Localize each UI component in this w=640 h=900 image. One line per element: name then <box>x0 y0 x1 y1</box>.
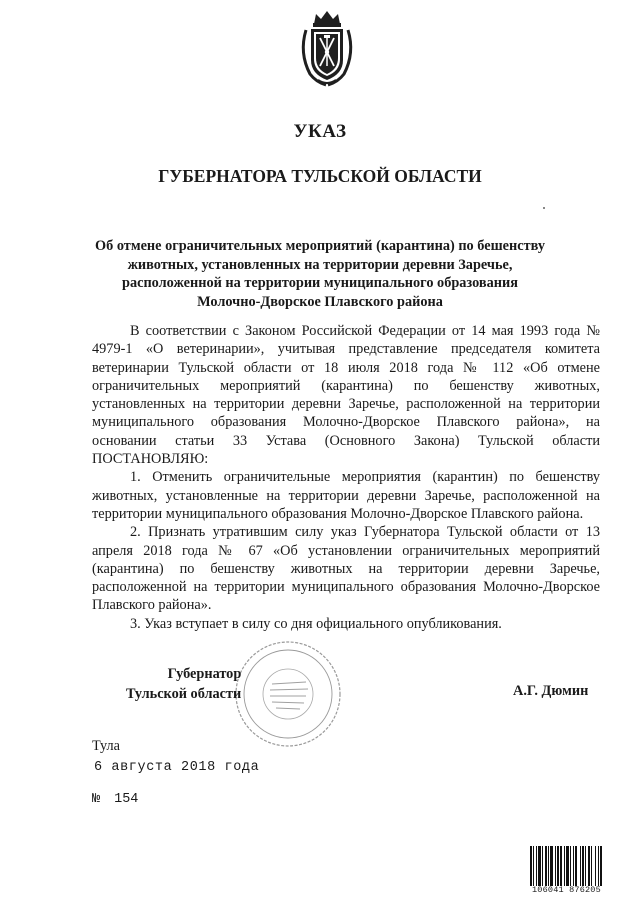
subject-line: Об отмене ограничительных мероприятий (карантина) по бешенству <box>95 238 545 254</box>
number-value: 154 <box>114 792 139 807</box>
issue-city: Тула <box>92 738 121 754</box>
preamble-paragraph: В соответствии с Законом Российской Федерации от 14 мая 1993 года № 4979-1 «О ветеринарии», учитывая представление председателя комитета ветеринарии Тульской области от 18 июля 2018 года № 112 «Об отмене ограничительных мероприятий (карантина) по бешенству животных, установленных на территории деревни Заречье, расположенной на территории муниципального образования Молочно-Дворское Плавского района», на основании статьи 33 Устава (Основного Закона) Тульской области ПОСТАНОВЛЯЮ: <box>92 323 600 468</box>
subject-line: животных, установленных на территории деревни Заречье, <box>127 256 513 273</box>
subject-line: расположенной на территории муниципального образования <box>122 275 518 292</box>
signer-position <box>126 664 241 704</box>
scan-speck <box>543 207 545 209</box>
coat-of-arms-emblem-icon <box>296 8 358 88</box>
issuer-title: ГУБЕРНАТОРА ТУЛЬСКОЙ ОБЛАСТИ <box>158 166 482 186</box>
document-number <box>92 792 138 807</box>
subject-line: Молочно-Дворское Плавского района <box>197 293 443 310</box>
document-type-title: УКАЗ <box>293 121 347 142</box>
signer-position-line: Губернатор <box>167 666 242 682</box>
decree-item-1: 1. Отменить ограничительные мероприятия (карантин) по бешенству животных, установленные на территории деревни Заречье, расположенной на территории муниципального образования Молочно-Дворское Плавского района. <box>92 469 600 522</box>
issue-date: 6 августа 2018 года <box>94 760 260 775</box>
decree-item-2: 2. Признать утратившим силу указ Губернатора Тульской области от 13 апреля 2018 года № 67 «Об установлении ограничительных мероприятий (карантина) по бешенству животных на территории деревни Заречье, расположенной на территории муниципального образования Молочно-Дворское Плавского района». <box>92 524 600 614</box>
barcode-digits: 106041 876205 <box>532 885 601 895</box>
number-sign: № <box>92 792 101 807</box>
official-seal-stamp-icon <box>232 638 344 750</box>
document-subject <box>80 237 560 311</box>
signer-position-line: Тульской области <box>126 686 242 702</box>
barcode-icon <box>530 846 635 886</box>
decree-item-3: 3. Указ вступает в силу со дня официального опубликования. <box>130 615 502 632</box>
signer-name: А.Г. Дюмин <box>513 683 589 699</box>
document-body <box>92 322 600 633</box>
